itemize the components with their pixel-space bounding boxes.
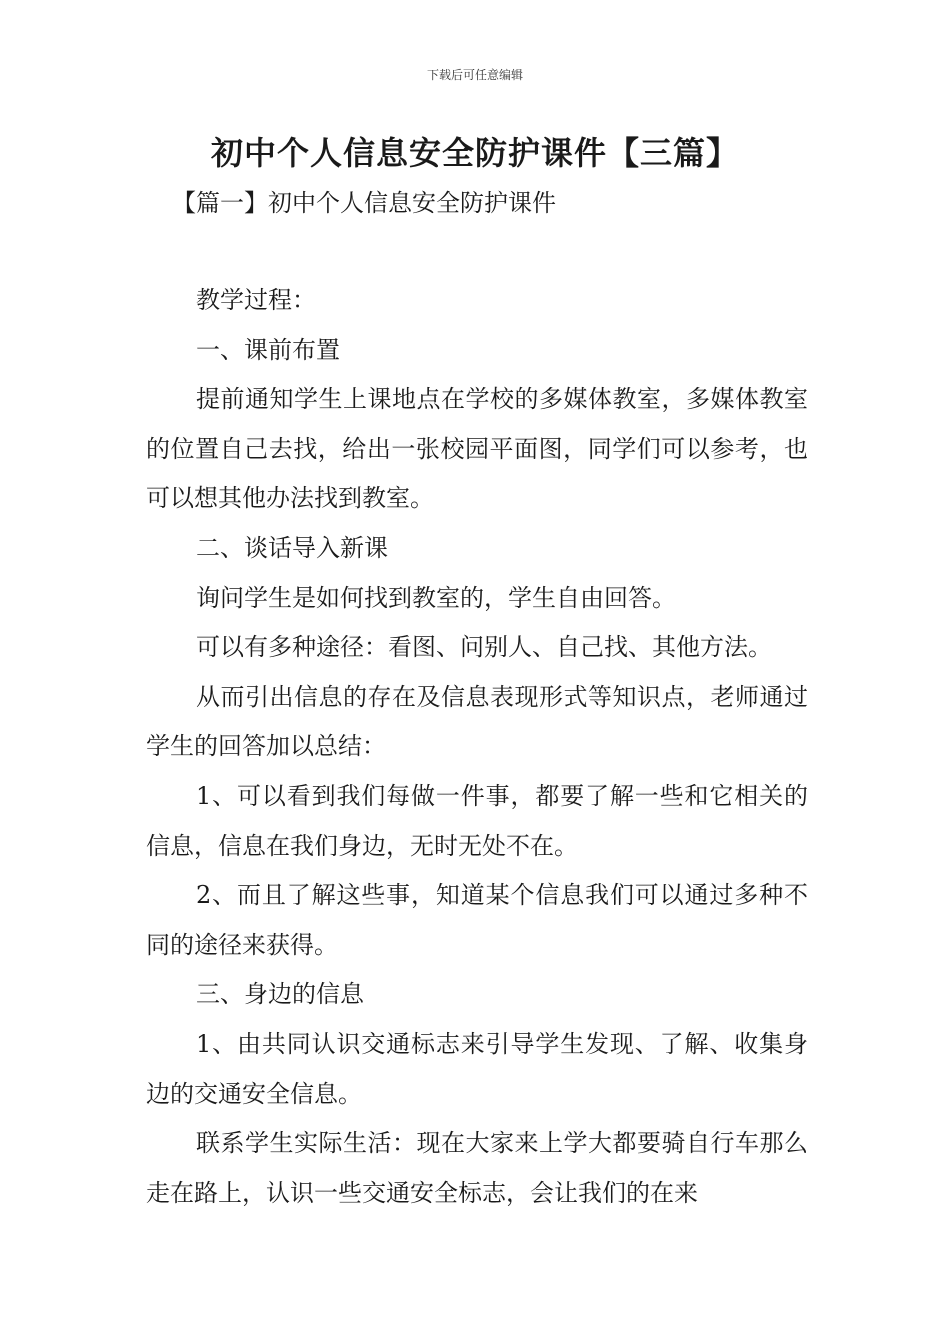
section-subtitle: 【篇一】初中个人信息安全防护课件 (172, 189, 556, 217)
list-item: 1、可以看到我们每做一件事，都要了解一些和它相关的信息，信息在我们身边，无时无处不在。 (146, 781, 808, 860)
paragraph: 提前通知学生上课地点在学校的多媒体教室，多媒体教室的位置自己去找，给出一张校园平面图，同学们可以参考，也可以想其他办法找到教室。 (146, 385, 808, 513)
document-title: 初中个人信息安全防护课件【三篇】 (210, 134, 739, 172)
list-item: 1、由共同认识交通标志来引导学生发现、了解、收集身边的交通安全信息。 (146, 1029, 808, 1108)
document-body (146, 276, 808, 1218)
header-note: 下载后可任意编辑 (426, 68, 523, 82)
paragraph: 从而引出信息的存在及信息表现形式等知识点，老师通过学生的回答加以总结： (146, 682, 808, 761)
paragraph: 可以有多种途径：看图、问别人、自己找、其他方法。 (196, 633, 772, 662)
paragraph-heading: 教学过程： (196, 286, 316, 314)
paragraph: 联系学生实际生活：现在大家来上学大都要骑自行车那么走在路上，认识一些交通安全标志，会让我们的在来 (146, 1129, 808, 1207)
section-heading: 二、谈话导入新课 (196, 533, 388, 562)
paragraph: 询问学生是如何找到教室的，学生自由回答。 (196, 583, 676, 612)
list-item: 2、而且了解这些事，知道某个信息我们可以通过多种不同的途径来获得。 (146, 881, 808, 959)
section-heading: 一、课前布置 (196, 335, 340, 364)
section-heading: 三、身边的信息 (196, 980, 364, 1009)
